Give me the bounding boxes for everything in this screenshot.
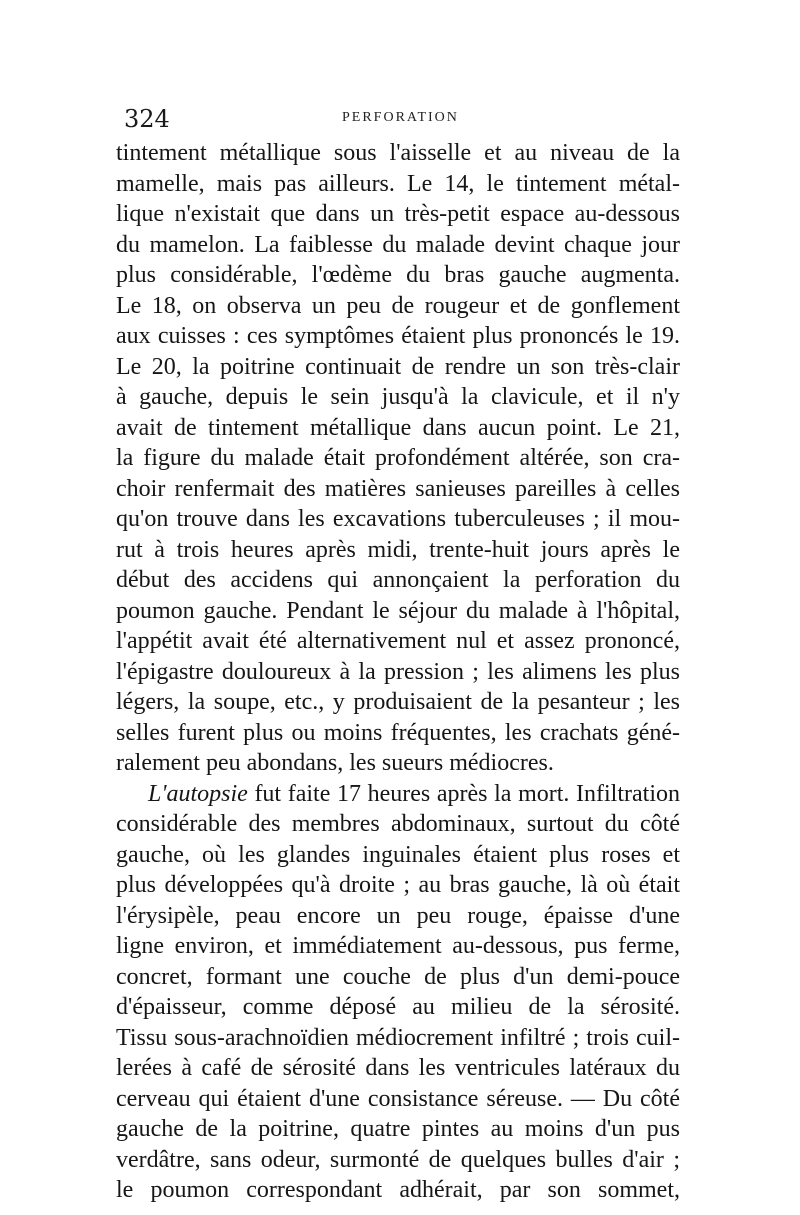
text-line: la figure du malade était profondément altérée, son cra- — [116, 445, 680, 471]
text-line: selles furent plus ou moins fréquentes, les crachats géné- — [116, 719, 680, 746]
body-text — [116, 138, 680, 1206]
text-line: d'épaisseur, comme déposé au milieu de la sérosité. — [116, 994, 680, 1020]
text-line: Tissu sous-arachnoïdien médiocrement infiltré ; trois cuil- — [116, 1024, 680, 1051]
text-line: mamelle, mais pas ailleurs. Le 14, le tintement métal- — [116, 170, 680, 197]
text-line: rut à trois heures après midi, trente-huit jours après le — [116, 536, 680, 563]
text-line: à gauche, depuis le sein jusqu'à la clavicule, et il n'y — [116, 384, 680, 410]
paragraph-start-line — [116, 779, 680, 810]
text-line: l'appétit avait été alternativement nul et assez prononcé, — [116, 628, 680, 654]
paragraph-end-line: ralement peu abondans, les sueurs médiocres. — [116, 750, 554, 776]
autopsie-heading: L'autopsie — [148, 780, 248, 807]
text-line: concret, formant une couche de plus d'un demi-pouce — [116, 963, 680, 990]
text-line: choir renfermait des matières sanieuses pareilles à celles — [116, 475, 680, 502]
text-line: légers, la soupe, etc., y produisaient de la pesanteur ; les — [116, 689, 680, 715]
text-line: gauche de la poitrine, quatre pintes au moins d'un pus — [116, 1116, 680, 1142]
text-line: Le 18, on observa un peu de rougeur et de gonflement — [116, 292, 680, 319]
text-line: lique n'existait que dans un très-petit espace au-dessous — [116, 201, 680, 227]
page-header — [124, 104, 680, 134]
text-line: l'érysipèle, peau encore un peu rouge, épaisse d'une — [116, 902, 680, 929]
running-head: PERFORATION — [342, 110, 459, 125]
page-number: 324 — [124, 105, 170, 133]
text-line: le poumon correspondant adhérait, par son sommet, — [116, 1177, 680, 1203]
text-line: aux cuisses : ces symptômes étaient plus prononcés le 19. — [116, 323, 680, 349]
text-line: ligne environ, et immédiatement au-dessous, pus ferme, — [116, 933, 680, 959]
text-line: considérable des membres abdominaux, surtout du côté — [116, 811, 680, 837]
text-fragment: fut faite 17 heures après la mort. Infiltration — [247, 780, 680, 807]
text-line: plus considérable, l'œdème du bras gauche augmenta. — [116, 262, 680, 288]
text-line: Le 20, la poitrine continuait de rendre un son très-clair — [116, 353, 680, 380]
text-line: début des accidens qui annonçaient la perforation du — [116, 567, 680, 593]
text-line: l'épigastre douloureux à la pression ; les alimens les plus — [116, 658, 680, 685]
text-line: poumon gauche. Pendant le séjour du malade à l'hôpital, — [116, 597, 680, 624]
text-line: avait de tintement métallique dans aucun point. Le 21, — [116, 414, 680, 441]
text-line: tintement métallique sous l'aisselle et au niveau de la — [116, 140, 680, 166]
text-line: verdâtre, sans odeur, surmonté de quelques bulles d'air ; — [116, 1146, 680, 1173]
text-line: qu'on trouve dans les excavations tuberculeuses ; il mou- — [116, 506, 680, 532]
text-line: lerées à café de sérosité dans les ventricules latéraux du — [116, 1055, 680, 1081]
text-line: plus développées qu'à droite ; au bras gauche, là où était — [116, 872, 680, 898]
text-line: cerveau qui étaient d'une consistance séreuse. — Du côté — [116, 1085, 680, 1112]
text-line: gauche, où les glandes inguinales étaient plus roses et — [116, 841, 680, 868]
text-line: du mamelon. La faiblesse du malade devint chaque jour — [116, 231, 680, 258]
